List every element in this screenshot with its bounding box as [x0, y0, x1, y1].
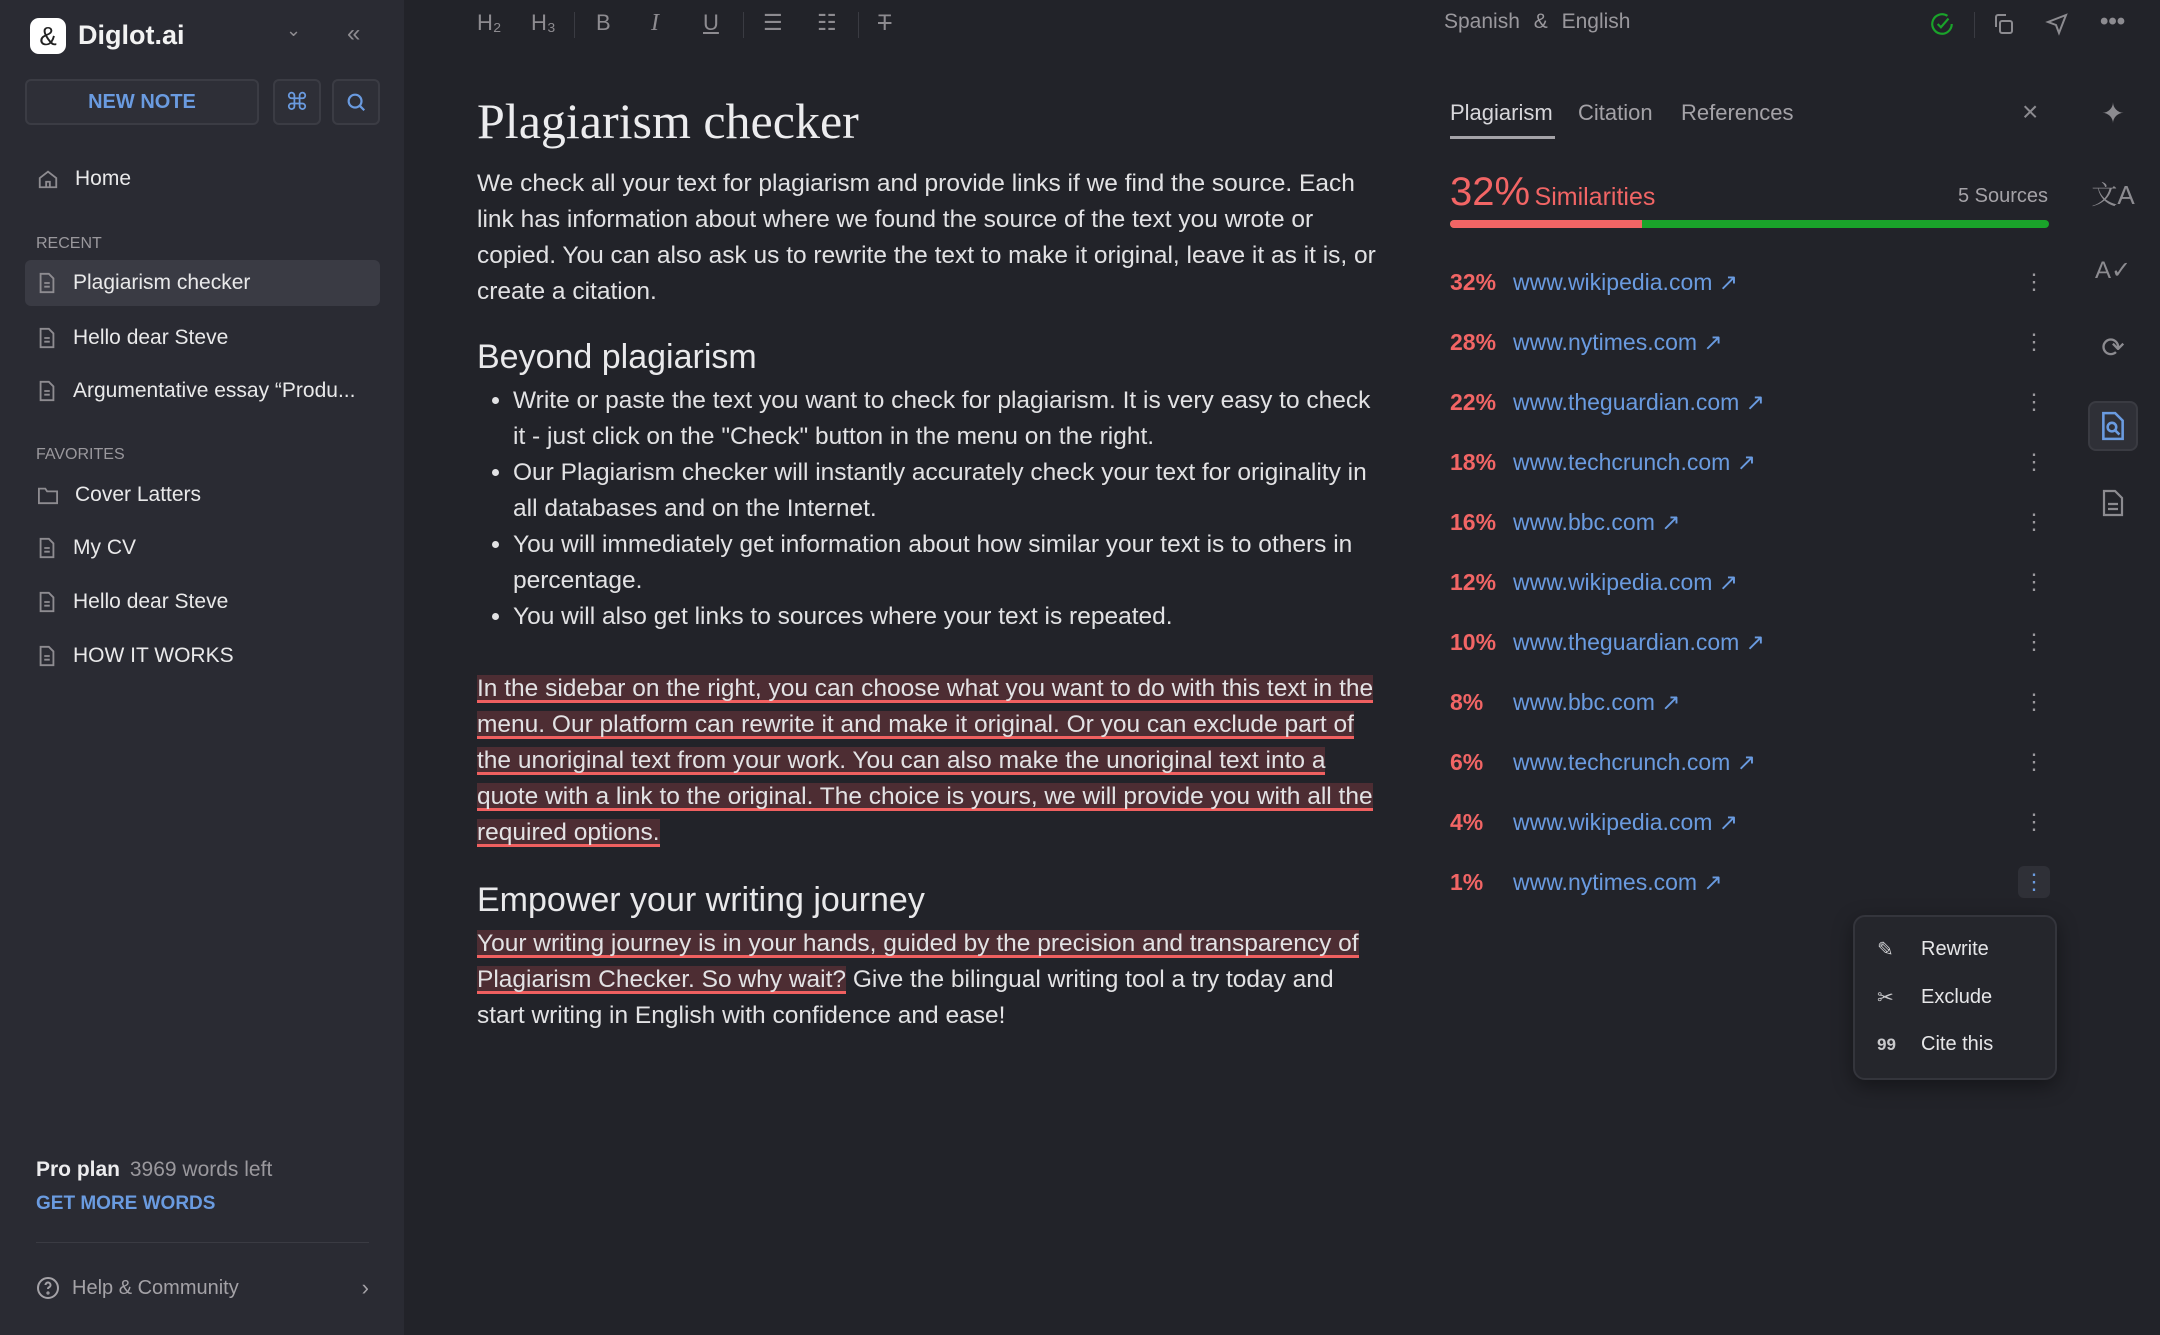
language-pair[interactable] — [1444, 10, 1630, 34]
words-left: 3969 words left — [129, 1158, 273, 1181]
ampersand: & — [1533, 10, 1548, 33]
bullet-item: • You will also get links to sources where your text is repeated. — [513, 599, 1377, 635]
section-heading: Beyond plagiarism — [477, 338, 757, 376]
source-percent: 32% — [1450, 268, 1497, 295]
spellcheck-icon[interactable]: A✓ — [2094, 256, 2132, 284]
sidebar-item-recent[interactable] — [25, 315, 380, 361]
divider — [743, 12, 744, 38]
intro-paragraph: We check all your text for plagiarism and provide links if we find the source. Each link has information about where we found the source of the text you wrote or copied. You can also ask us to rewrite the text to make it original, leave it as it is, or create a citation. — [477, 170, 1376, 305]
kebab-menu-icon[interactable]: ⋮ — [2023, 809, 2045, 834]
source-result-row — [1450, 622, 2050, 662]
help-label: Help & Community — [72, 1276, 239, 1299]
document-editor[interactable] — [477, 92, 1377, 1034]
divider — [574, 12, 575, 38]
kebab-menu-icon[interactable]: ⋮ — [2023, 629, 2045, 654]
similarity-bar — [1450, 220, 2049, 228]
plagiarized-text-highlight[interactable]: In the sidebar on the right, you can choose what you want to do with this text in the menu. Our platform can rewrite it and make it original. Or you can exclude part of the unoriginal text from your work. You can also make the unoriginal text into a quote with a link to the original. The choice is yours, we will provide you with all the required options. — [477, 675, 1374, 846]
clear-format-icon[interactable]: T — [878, 10, 892, 35]
plagiarized-text-highlight[interactable]: Your writing journey is in your hands, guided by the precision and transparency of Plagiarism Checker. So why wait? — [477, 930, 1359, 993]
kebab-menu-icon[interactable]: ⋮ — [2023, 749, 2045, 774]
chevron-right-icon: › — [361, 1275, 369, 1300]
folder-icon — [37, 485, 59, 505]
source-link[interactable]: www.techcrunch.com ↗ — [1513, 748, 1756, 775]
active-tab-indicator — [1450, 136, 1555, 139]
copy-icon[interactable] — [1991, 12, 2015, 36]
favorites-section-label: FAVORITES — [36, 446, 125, 463]
command-icon[interactable]: ⌘ — [273, 79, 321, 125]
home-icon — [37, 168, 59, 190]
source-percent: 4% — [1450, 808, 1484, 835]
collapse-sidebar-icon[interactable]: « — [347, 20, 361, 47]
source-result-row — [1450, 382, 2050, 422]
source-result-row — [1450, 562, 2050, 602]
source-percent: 22% — [1450, 388, 1497, 415]
source-actions-menu — [1853, 915, 2057, 1080]
app-name: Diglot.ai — [78, 20, 185, 50]
translate-icon[interactable]: 文A — [2091, 179, 2135, 210]
bullet-item: • You will immediately get information about how similar your text is to others in percentage. — [513, 527, 1377, 599]
menu-item-cite[interactable] — [1877, 1033, 1993, 1056]
sources-count: 5 Sources — [1957, 185, 2048, 207]
bold-button[interactable]: B — [596, 10, 611, 35]
sidebar-item-recent[interactable] — [25, 260, 380, 306]
kebab-menu-icon[interactable]: ⋮ — [2023, 689, 2045, 714]
source-percent: 6% — [1450, 748, 1484, 775]
bullet-list-icon[interactable]: ☰ — [763, 10, 783, 35]
kebab-menu-icon[interactable]: ⋮ — [2023, 509, 2045, 534]
scissors-icon: ✂ — [1877, 987, 1894, 1009]
kebab-menu-icon[interactable]: ⋮ — [2023, 329, 2045, 354]
sidebar-item-label: Plagiarism checker — [73, 271, 251, 294]
help-icon — [36, 1276, 60, 1300]
source-result-row — [1450, 742, 2050, 782]
sidebar-item-label: Home — [75, 167, 132, 190]
menu-item-rewrite[interactable] — [1877, 937, 1989, 962]
sidebar-item-label: Hello dear Steve — [73, 326, 229, 349]
chevron-down-icon[interactable]: ⌄ — [286, 20, 302, 40]
source-percent: 10% — [1450, 628, 1497, 655]
sidebar-item-label: Cover Latters — [75, 483, 202, 506]
recent-section-label: RECENT — [36, 235, 102, 252]
target-language: English — [1561, 10, 1631, 33]
bullet-item: • Our Plagiarism checker will instantly accurately check your text for originality in all databases and on the Internet. — [513, 455, 1377, 527]
quote-icon: 99 — [1877, 1034, 1896, 1054]
numbered-list-icon[interactable]: ☷ — [817, 10, 837, 35]
kebab-menu-icon[interactable]: ⋮ — [2023, 269, 2045, 294]
source-link[interactable]: www.theguardian.com ↗ — [1513, 388, 1765, 415]
divider — [858, 12, 859, 38]
paragraph-text: Give the bilingual writing tool a try today and start writing in English with confidence and ease! — [477, 966, 1334, 1029]
document-icon — [37, 327, 57, 349]
plan-info — [36, 1158, 272, 1182]
source-result-row — [1450, 262, 2050, 302]
source-link[interactable]: www.wikipedia.com ↗ — [1513, 568, 1739, 595]
underline-button[interactable]: U — [703, 10, 719, 35]
source-percent: 8% — [1450, 688, 1484, 715]
document-icon — [37, 537, 57, 559]
ai-sparkle-icon[interactable]: ✦ — [2101, 97, 2125, 129]
sidebar-item-favorite[interactable] — [25, 579, 380, 625]
menu-item-exclude[interactable] — [1877, 985, 1992, 1010]
document-icon — [37, 272, 57, 294]
source-result-row — [1450, 442, 2050, 482]
sidebar-item-home[interactable] — [25, 156, 380, 202]
italic-button[interactable]: I — [651, 10, 659, 36]
source-percent: 12% — [1450, 568, 1497, 595]
similarity-summary — [1450, 170, 1655, 215]
source-percent: 16% — [1450, 508, 1497, 535]
kebab-menu-icon[interactable]: ⋮ — [2018, 866, 2050, 898]
similarity-bar-fill — [1450, 220, 1642, 228]
rephrase-icon[interactable]: ⟳ — [2101, 331, 2125, 363]
sidebar-item-favorite[interactable] — [25, 633, 380, 679]
divider — [36, 1242, 369, 1243]
close-icon[interactable]: × — [2022, 96, 2039, 127]
kebab-menu-icon[interactable]: ⋮ — [2023, 569, 2045, 594]
plan-name: Pro plan — [36, 1158, 121, 1181]
similarity-percent: 32% — [1450, 170, 1531, 214]
bullet-item: • Write or paste the text you want to check for plagiarism. It is very easy to check it - just click on the "Check" button in the menu on the right. — [513, 383, 1377, 455]
new-note-button[interactable]: NEW NOTE — [25, 79, 259, 125]
search-button[interactable] — [332, 79, 380, 125]
kebab-menu-icon[interactable]: ⋮ — [2023, 389, 2045, 414]
source-link[interactable]: www.wikipedia.com ↗ — [1513, 808, 1739, 835]
source-result-row — [1450, 802, 2050, 842]
menu-item-label: Exclude — [1921, 986, 1993, 1008]
source-link[interactable]: www.nytimes.com ↗ — [1513, 868, 1723, 895]
source-percent: 18% — [1450, 448, 1497, 475]
menu-item-label: Cite this — [1921, 1033, 1994, 1055]
section-heading: Empower your writing journey — [477, 881, 925, 919]
tab-references[interactable]: References — [1681, 100, 1794, 125]
source-result-row — [1450, 322, 2050, 362]
more-options-icon[interactable]: ••• — [2100, 8, 2126, 35]
heading2-button[interactable]: H₂ — [477, 10, 502, 35]
source-link[interactable]: www.wikipedia.com ↗ — [1513, 268, 1739, 295]
menu-item-label: Rewrite — [1921, 938, 1989, 960]
source-link[interactable]: www.techcrunch.com ↗ — [1513, 448, 1756, 475]
sidebar-item-favorite[interactable] — [25, 525, 380, 571]
source-language: Spanish — [1444, 10, 1520, 33]
help-community-item[interactable] — [36, 1273, 369, 1303]
tab-plagiarism[interactable]: Plagiarism — [1450, 100, 1553, 125]
source-percent: 28% — [1450, 328, 1497, 355]
sidebar-item-label: HOW IT WORKS — [73, 644, 234, 667]
similarity-label: Similarities — [1534, 183, 1656, 211]
document-icon — [37, 380, 57, 402]
source-result-row — [1450, 502, 2050, 542]
kebab-menu-icon[interactable]: ⋮ — [2023, 449, 2045, 474]
tab-citation[interactable]: Citation — [1578, 100, 1653, 125]
document-title: Plagiarism checker — [477, 93, 859, 149]
document-summary-icon[interactable] — [2088, 478, 2138, 528]
source-result-row — [1450, 682, 2050, 722]
source-link[interactable]: www.bbc.com ↗ — [1513, 688, 1681, 715]
source-link[interactable]: www.nytimes.com ↗ — [1513, 328, 1723, 355]
get-more-words-link[interactable]: GET MORE WORDS — [36, 1193, 216, 1214]
source-result-row — [1450, 862, 2050, 902]
check-circle-icon[interactable] — [1929, 11, 1955, 37]
send-icon[interactable] — [2045, 12, 2069, 36]
document-icon — [37, 591, 57, 613]
sidebar-item-label: Hello dear Steve — [73, 590, 229, 613]
source-link[interactable]: www.theguardian.com ↗ — [1513, 628, 1765, 655]
sidebar-item-label: My CV — [73, 536, 136, 559]
divider — [1974, 12, 1975, 38]
pencil-icon: ✎ — [1877, 939, 1894, 961]
sidebar-item-label: Argumentative essay “Produ... — [73, 379, 356, 402]
source-link[interactable]: www.bbc.com ↗ — [1513, 508, 1681, 535]
plagiarism-check-icon[interactable] — [2088, 401, 2138, 451]
source-percent: 1% — [1450, 868, 1484, 895]
document-icon — [37, 645, 57, 667]
heading3-button[interactable]: H₃ — [531, 10, 556, 35]
search-icon — [345, 91, 367, 113]
sidebar-item-favorite[interactable] — [25, 472, 380, 518]
sidebar — [0, 0, 404, 1335]
app-logo: & — [30, 18, 66, 54]
sidebar-item-recent[interactable] — [25, 368, 380, 414]
